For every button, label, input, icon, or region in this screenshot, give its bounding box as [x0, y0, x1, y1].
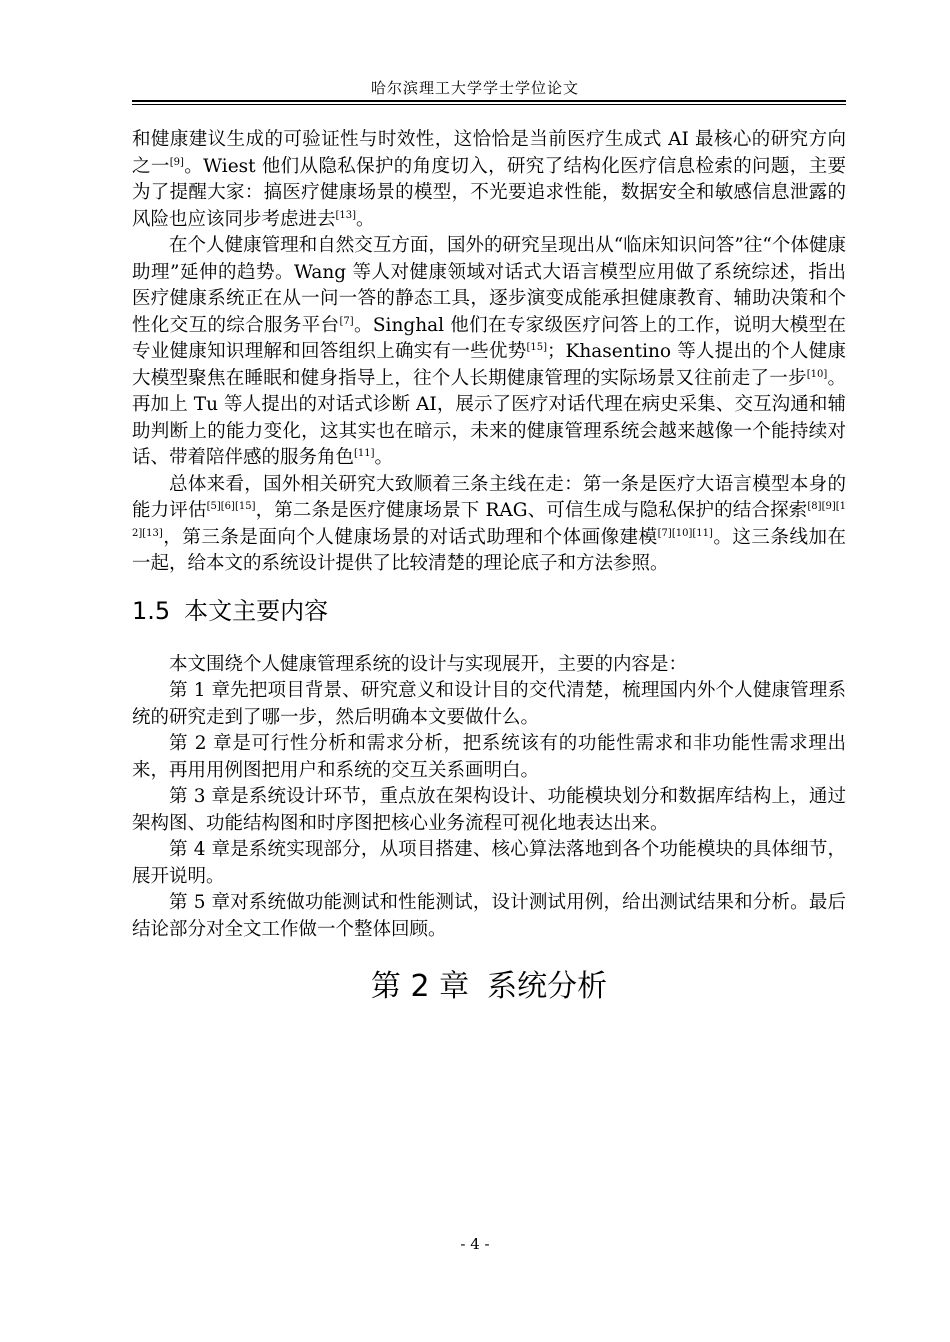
paragraph-text: 。再加上 Tu 等人提出的对话式诊断 AI，展示了医疗对话代理在病史采集、交互沟通和辅助判断上的能力变化，这其实也在暗示，未来的健康管理系统会越来越像一个能持续对话、带着陪伴感的服务角色 [132, 367, 846, 468]
chapter-number: 第 2 章 [370, 969, 470, 1004]
paragraph-text: ，第三条是面向个人健康场景的对话式助理和个体画像建模 [162, 526, 658, 548]
section-paragraph: 第 5 章对系统做功能测试和性能测试，设计测试用例，给出测试结果和分析。最后结论部分对全文工作做一个整体回顾。 [132, 892, 846, 940]
body-paragraph-1 [132, 127, 846, 233]
page-body [132, 127, 846, 1005]
citation-marker: [7][10][11] [657, 527, 713, 539]
citation-marker: [15] [526, 341, 548, 353]
section-paragraph: 本文围绕个人健康管理系统的设计与实现展开，主要的内容是： [169, 653, 688, 675]
section-paragraph: 第 1 章先把项目背景、研究意义和设计目的交代清楚，梳理国内外个人健康管理系统的研究走到了哪一步，然后明确本文要做什么。 [132, 680, 846, 728]
chapter-title: 系统分析 [487, 969, 608, 1004]
citation-marker: [11] [354, 447, 375, 459]
citation-marker: [5][6][15] [206, 500, 256, 512]
paragraph-text: 。 [356, 208, 375, 230]
section-number: 1.5 [132, 596, 171, 625]
body-paragraph-2 [132, 233, 846, 472]
section-paragraph: 第 2 章是可行性分析和需求分析，把系统该有的功能性需求和非功能性需求理出来，再用用例图把用户和系统的交互关系画明白。 [132, 733, 846, 781]
paragraph-text: 。Wiest 他们从隐私保护的角度切入，研究了结构化医疗信息检索的问题，主要为了提醒大家：搞医疗健康场景的模型，不光要追求性能，数据安全和敏感信息泄露的风险也应该同步考虑进去 [132, 155, 846, 230]
citation-marker: [10] [806, 368, 828, 380]
running-header: 哈尔滨理工大学学士学位论文 [370, 79, 579, 97]
page-number: - 4 - [460, 1235, 490, 1253]
chapter-heading [132, 969, 846, 1005]
paragraph-text: 在个人健康管理和自然交互方面，国外的研究呈现出从“临床知识问答”往“个体健康助理”延伸的趋势。Wang 等人对健康领域对话式大语言模型应用做了系统综述，指出医疗健康系统正在从一问一答的静态工具，逐步演变成能承担健康教育、辅助决策和个性化交互的综合服务平台 [132, 235, 846, 336]
paragraph-text: ；Khasentino 等人提出的个人健康大模型聚焦在睡眠和健身指导上，往个人长期健康管理的实际场景又往前走了一步 [132, 341, 846, 389]
paragraph-text: 。Singhal 他们在专家级医疗问答上的工作，说明大模型在专业健康知识理解和回答组织上确实有一些优势 [132, 314, 846, 362]
citation-marker: [8][9][12][13] [132, 500, 846, 539]
paragraph-text: 。这三条线加在一起，给本文的系统设计提供了比较清楚的理论底子和方法参照。 [132, 526, 846, 574]
paragraph-text: 和健康建议生成的可验证性与时效性，这恰恰是当前医疗生成式 AI 最核心的研究方向之一 [132, 129, 846, 177]
section-title: 本文主要内容 [184, 596, 329, 625]
citation-marker: [13] [335, 209, 357, 221]
header-rule-thick [132, 100, 846, 102]
section-paragraph: 第 3 章是系统设计环节，重点放在架构设计、功能模块划分和数据库结构上，通过架构图、功能结构图和时序图把核心业务流程可视化地表达出来。 [132, 786, 846, 834]
body-paragraph-3 [132, 472, 846, 578]
paragraph-text: 总体来看，国外相关研究大致顺着三条主线在走：第一条是医疗大语言模型本身的能力评估 [132, 473, 846, 521]
paragraph-text: 。 [374, 447, 394, 468]
citation-marker: [9] [169, 156, 184, 168]
citation-marker: [7] [339, 315, 354, 327]
section-heading [132, 596, 846, 626]
header-rule-thin [132, 104, 846, 105]
paragraph-text: ，第二条是医疗健康场景下 RAG、可信生成与隐私保护的结合探索 [255, 500, 808, 521]
section-paragraph: 第 4 章是系统实现部分，从项目搭建、核心算法落地到各个功能模块的具体细节，展开说明。 [132, 839, 846, 887]
